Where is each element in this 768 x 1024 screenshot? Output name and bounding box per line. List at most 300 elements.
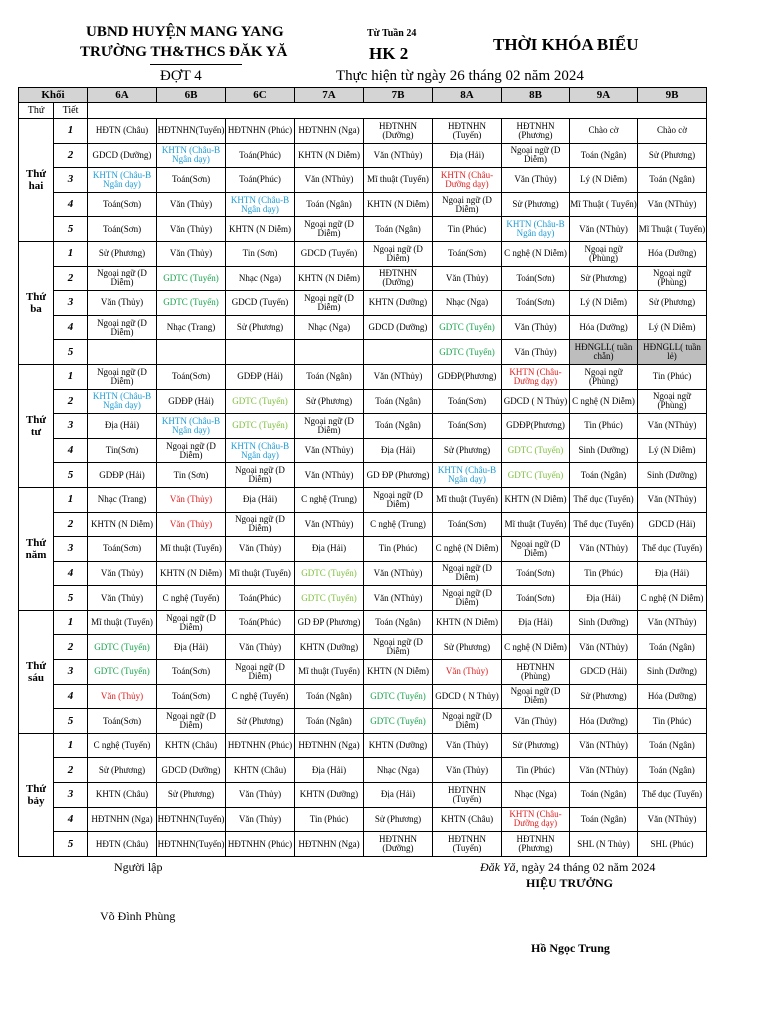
lesson-cell: KHTN (Châu-B Ngân dạy) xyxy=(157,143,226,168)
lesson-cell: Tin (Phúc) xyxy=(502,758,570,783)
lesson-cell: Toán (Ngân) xyxy=(295,709,364,734)
period-number: 3 xyxy=(54,291,88,316)
lesson-cell xyxy=(295,340,364,365)
lesson-cell: C nghệ (Tuyến) xyxy=(88,733,157,758)
table-row xyxy=(19,537,707,562)
lesson-cell: Nhạc (Nga) xyxy=(364,758,433,783)
lesson-cell: Văn (Thủy) xyxy=(157,192,226,217)
lesson-cell: Ngoại ngữ (D Diễm) xyxy=(295,291,364,316)
lesson-cell: C nghệ (Tuyến) xyxy=(157,586,226,611)
sub-header-row xyxy=(19,103,707,119)
lesson-cell: HĐTNHN (Phúc) xyxy=(226,832,295,857)
lesson-cell: Sinh (Dưỡng) xyxy=(638,463,707,488)
lesson-cell: Sử (Phương) xyxy=(157,783,226,808)
lesson-cell: Ngoại ngữ (D Diễm) xyxy=(502,537,570,562)
period-number: 2 xyxy=(54,143,88,168)
table-row xyxy=(19,315,707,340)
lesson-cell: Văn (NThủy) xyxy=(295,463,364,488)
table-row xyxy=(19,512,707,537)
lesson-cell: Toán (Ngân) xyxy=(570,783,638,808)
sub-header-blank xyxy=(88,103,707,119)
lesson-cell: Mĩ thuật (Tuyến) xyxy=(157,537,226,562)
lesson-cell: HĐTNHN(Tuyến) xyxy=(157,807,226,832)
table-row xyxy=(19,241,707,266)
lesson-cell: Địa (Hải) xyxy=(364,783,433,808)
lesson-cell: KHTN (Dưỡng) xyxy=(295,635,364,660)
lesson-cell: GDCD (Tuyến) xyxy=(295,241,364,266)
day-label: Thứ bảy xyxy=(19,733,54,856)
lesson-cell: Địa (Hải) xyxy=(570,586,638,611)
lesson-cell: C nghệ (N Diễm) xyxy=(570,389,638,414)
lesson-cell: Ngoại ngữ (D Diễm) xyxy=(295,217,364,242)
lesson-cell: Văn (Thủy) xyxy=(88,561,157,586)
lesson-cell: Ngoại ngữ (Phùng) xyxy=(570,241,638,266)
lesson-cell: Sử (Phương) xyxy=(502,192,570,217)
lesson-cell: GDTC (Tuyến) xyxy=(364,684,433,709)
lesson-cell: Toán(Sơn) xyxy=(157,168,226,193)
lesson-cell: GDCD (Dưỡng) xyxy=(88,143,157,168)
lesson-cell: Văn (NThủy) xyxy=(295,438,364,463)
lesson-cell: Toán(Phúc) xyxy=(226,168,295,193)
lesson-cell: HĐTNHN (Nga) xyxy=(295,119,364,144)
lesson-cell: C nghệ (N Diễm) xyxy=(433,537,502,562)
period-number: 1 xyxy=(54,364,88,389)
lesson-cell: Văn (NThủy) xyxy=(570,733,638,758)
lesson-cell: Sử (Phương) xyxy=(638,291,707,316)
lesson-cell: Ngoại ngữ (D Diễm) xyxy=(502,684,570,709)
lesson-cell: GDTC (Tuyến) xyxy=(226,389,295,414)
lesson-cell: Nhạc (Trang) xyxy=(157,315,226,340)
lesson-cell: Văn (NThủy) xyxy=(364,364,433,389)
org-line-1: UBND HUYỆN MANG YANG xyxy=(86,24,284,40)
lesson-cell: KHTN (Châu-B Ngân dạy) xyxy=(226,192,295,217)
period-number: 1 xyxy=(54,733,88,758)
lesson-cell: Toán(Sơn) xyxy=(502,586,570,611)
lesson-cell: HĐTNHN (Phùng) xyxy=(502,660,570,685)
lesson-cell: Văn (Thủy) xyxy=(157,217,226,242)
table-row xyxy=(19,119,707,144)
lesson-cell: Lý (N Diễm) xyxy=(570,168,638,193)
lesson-cell: Toán(Sơn) xyxy=(88,192,157,217)
period-number: 4 xyxy=(54,561,88,586)
lesson-cell: Toán(Sơn) xyxy=(433,414,502,439)
lesson-cell: Ngoại ngữ (D Diễm) xyxy=(226,463,295,488)
lesson-cell: Toán(Sơn) xyxy=(157,364,226,389)
period-number: 3 xyxy=(54,537,88,562)
org-line-2: TRƯỜNG TH&THCS ĐĂK YĂ xyxy=(80,44,288,60)
table-row xyxy=(19,586,707,611)
lesson-cell: GDTC (Tuyến) xyxy=(502,463,570,488)
class-header-8b: 8B xyxy=(502,88,570,103)
lesson-cell: Sử (Phương) xyxy=(433,438,502,463)
lesson-cell: Lý (N Diễm) xyxy=(638,438,707,463)
lesson-cell: Nhạc (Nga) xyxy=(226,266,295,291)
period-number: 3 xyxy=(54,660,88,685)
lesson-cell: Toán(Sơn) xyxy=(157,684,226,709)
lesson-cell: KHTN (Châu) xyxy=(226,758,295,783)
lesson-cell xyxy=(88,340,157,365)
lesson-cell: Địa (Hải) xyxy=(295,758,364,783)
lesson-cell: Văn (Thủy) xyxy=(88,684,157,709)
lesson-cell: GDCD (Tuyến) xyxy=(226,291,295,316)
lesson-cell: Toán(Sơn) xyxy=(433,512,502,537)
period-number: 5 xyxy=(54,463,88,488)
lesson-cell: Văn (NThủy) xyxy=(638,807,707,832)
table-row xyxy=(19,438,707,463)
table-row xyxy=(19,389,707,414)
period-number: 4 xyxy=(54,807,88,832)
period-number: 2 xyxy=(54,266,88,291)
lesson-cell: Sử (Phương) xyxy=(570,684,638,709)
lesson-cell: Tin(Sơn) xyxy=(88,438,157,463)
tiet-header: Tiết xyxy=(54,103,88,119)
lesson-cell: Địa (Hải) xyxy=(295,537,364,562)
lesson-cell: Tin (Phúc) xyxy=(295,807,364,832)
lesson-cell: Tin (Phúc) xyxy=(364,537,433,562)
lesson-cell: KHTN (Châu) xyxy=(88,783,157,808)
lesson-cell: KHTN (Châu-B Ngân dạy) xyxy=(88,389,157,414)
lesson-cell: GDĐP (Hải) xyxy=(226,364,295,389)
lesson-cell: Ngoại ngữ (D Diễm) xyxy=(364,487,433,512)
lesson-cell: C nghệ (Trung) xyxy=(295,487,364,512)
lesson-cell: GDĐP (Hải) xyxy=(157,389,226,414)
lesson-cell: Sinh (Dưỡng) xyxy=(570,610,638,635)
lesson-cell: GDTC (Tuyến) xyxy=(502,438,570,463)
lesson-cell: HĐTNHN (Nga) xyxy=(88,807,157,832)
lesson-cell xyxy=(226,340,295,365)
lesson-cell: Lý (N Diễm) xyxy=(638,315,707,340)
lesson-cell: Mĩ thuật (Tuyến) xyxy=(364,168,433,193)
table-row xyxy=(19,610,707,635)
lesson-cell: GDCD ( N Thủy) xyxy=(433,684,502,709)
khoi-header: Khối xyxy=(19,88,88,103)
lesson-cell: Mĩ thuật (Tuyến) xyxy=(226,561,295,586)
lesson-cell: Mĩ Thuật ( Tuyến) xyxy=(570,192,638,217)
lesson-cell: Văn (Thủy) xyxy=(157,512,226,537)
lesson-cell: Toán (Ngân) xyxy=(570,143,638,168)
lesson-cell: Sử (Phương) xyxy=(570,266,638,291)
lesson-cell: Văn (NThủy) xyxy=(570,635,638,660)
lesson-cell: Toán(Phúc) xyxy=(226,610,295,635)
table-row xyxy=(19,832,707,857)
lesson-cell: KHTN (Châu-B Ngân dạy) xyxy=(157,414,226,439)
lesson-cell: Ngoại ngữ (D Diễm) xyxy=(226,512,295,537)
lesson-cell: C nghệ (Trung) xyxy=(364,512,433,537)
lesson-cell: Chào cờ xyxy=(570,119,638,144)
lesson-cell: Sử (Phương) xyxy=(226,315,295,340)
lesson-cell: Văn (NThủy) xyxy=(570,758,638,783)
lesson-cell: Toán(Phúc) xyxy=(226,586,295,611)
lesson-cell: Chào cờ xyxy=(638,119,707,144)
lesson-cell: KHTN (N Diễm) xyxy=(364,192,433,217)
lesson-cell: Thể dục (Tuyến) xyxy=(570,512,638,537)
lesson-cell: Văn (Thủy) xyxy=(157,487,226,512)
lesson-cell: Văn (NThủy) xyxy=(364,143,433,168)
lesson-cell: Sử (Phương) xyxy=(433,635,502,660)
lesson-cell: Toán(Sơn) xyxy=(433,389,502,414)
lesson-cell: GDĐP(Phương) xyxy=(502,414,570,439)
lesson-cell: KHTN (N Diễm) xyxy=(502,487,570,512)
class-header-9b: 9B xyxy=(638,88,707,103)
table-row xyxy=(19,364,707,389)
lesson-cell: HĐNGLL( tuần lẻ) xyxy=(638,340,707,365)
day-label: Thứ sáu xyxy=(19,610,54,733)
period-number: 1 xyxy=(54,487,88,512)
lesson-cell: GDĐP (Hải) xyxy=(88,463,157,488)
lesson-cell: KHTN (Châu-B Ngân dạy) xyxy=(433,463,502,488)
table-row xyxy=(19,709,707,734)
lesson-cell: Ngoại ngữ (Phùng) xyxy=(570,364,638,389)
lesson-cell: KHTN (Châu-B Ngân dạy) xyxy=(226,438,295,463)
period-number: 5 xyxy=(54,832,88,857)
lesson-cell: Toán (Ngân) xyxy=(638,733,707,758)
lesson-cell: Văn (NThủy) xyxy=(638,487,707,512)
period-number: 2 xyxy=(54,389,88,414)
lesson-cell: Ngoại ngữ (Phùng) xyxy=(638,389,707,414)
lesson-cell: HĐTNHN (Dưỡng) xyxy=(364,266,433,291)
lesson-cell: Văn (Thủy) xyxy=(433,660,502,685)
lesson-cell: Mĩ thuật (Tuyến) xyxy=(502,512,570,537)
signing-place-date xyxy=(480,860,655,875)
table-row xyxy=(19,758,707,783)
lesson-cell: Hóa (Dưỡng) xyxy=(570,315,638,340)
period-number: 5 xyxy=(54,340,88,365)
lesson-cell: Ngoại ngữ (D Diễm) xyxy=(364,241,433,266)
lesson-cell: Nhạc (Nga) xyxy=(433,291,502,316)
lesson-cell: Văn (NThủy) xyxy=(295,512,364,537)
lesson-cell: Thể dục (Tuyến) xyxy=(638,537,707,562)
lesson-cell: KHTN (Châu-B Ngân dạy) xyxy=(502,217,570,242)
day-label: Thứ năm xyxy=(19,487,54,610)
lesson-cell: SHL (Phúc) xyxy=(638,832,707,857)
lesson-cell: Ngoại ngữ (D Diễm) xyxy=(502,143,570,168)
lesson-cell: Ngoại ngữ (D Diễm) xyxy=(226,660,295,685)
lesson-cell: KHTN (Dưỡng) xyxy=(295,783,364,808)
lesson-cell: Văn (Thủy) xyxy=(226,537,295,562)
lesson-cell: Toán(Sơn) xyxy=(433,241,502,266)
lesson-cell: Tin (Sơn) xyxy=(157,463,226,488)
table-row xyxy=(19,635,707,660)
lesson-cell: Địa (Hải) xyxy=(433,143,502,168)
lesson-cell: KHTN (Dưỡng) xyxy=(364,291,433,316)
table-row xyxy=(19,168,707,193)
lesson-cell: GDĐP(Phương) xyxy=(433,364,502,389)
lesson-cell: Sử (Phương) xyxy=(638,143,707,168)
lesson-cell: Văn (NThủy) xyxy=(364,561,433,586)
lesson-cell: KHTN (N Diễm) xyxy=(364,660,433,685)
lesson-cell: Văn (Thủy) xyxy=(88,291,157,316)
lesson-cell: Toán (Ngân) xyxy=(364,610,433,635)
lesson-cell: Ngoại ngữ (D Diễm) xyxy=(88,315,157,340)
period-number: 5 xyxy=(54,709,88,734)
lesson-cell: HĐTNHN(Tuyến) xyxy=(157,119,226,144)
lesson-cell: HĐNGLL( tuần chẵn) xyxy=(570,340,638,365)
lesson-cell: Toán (Ngân) xyxy=(364,389,433,414)
lesson-cell: Hóa (Dưỡng) xyxy=(638,684,707,709)
lesson-cell: GDTC (Tuyến) xyxy=(88,635,157,660)
lesson-cell: Ngoại ngữ (D Diễm) xyxy=(157,438,226,463)
lesson-cell: Toán (Ngân) xyxy=(364,217,433,242)
lesson-cell: Địa (Hải) xyxy=(364,438,433,463)
lesson-cell: Văn (Thủy) xyxy=(157,241,226,266)
lesson-cell: Ngoại ngữ (D Diễm) xyxy=(157,709,226,734)
table-row xyxy=(19,340,707,365)
lesson-cell: GDTC (Tuyến) xyxy=(88,660,157,685)
lesson-cell: Ngoại ngữ (D Diễm) xyxy=(88,364,157,389)
lesson-cell: Toán (Ngân) xyxy=(364,414,433,439)
table-row xyxy=(19,143,707,168)
lesson-cell: Địa (Hải) xyxy=(638,561,707,586)
lesson-cell: GD ĐP (Phương) xyxy=(295,610,364,635)
lesson-cell: Sử (Phương) xyxy=(364,807,433,832)
lesson-cell: Nhạc (Nga) xyxy=(295,315,364,340)
period-number: 4 xyxy=(54,192,88,217)
lesson-cell: Văn (NThủy) xyxy=(364,586,433,611)
lesson-cell: GDTC (Tuyến) xyxy=(157,266,226,291)
lesson-cell: KHTN (N Diễm) xyxy=(295,266,364,291)
batch-label: ĐỢT 4 xyxy=(160,68,202,84)
lesson-cell: Mĩ thuật (Tuyến) xyxy=(88,610,157,635)
lesson-cell: Văn (NThủy) xyxy=(295,168,364,193)
lesson-cell: C nghệ (Tuyến) xyxy=(226,684,295,709)
lesson-cell: GDTC (Tuyến) xyxy=(364,709,433,734)
lesson-cell: Thể dục (Tuyến) xyxy=(570,487,638,512)
lesson-cell: GDTC (Tuyến) xyxy=(157,291,226,316)
lesson-cell: Toán (Ngân) xyxy=(570,463,638,488)
table-row xyxy=(19,414,707,439)
period-number: 1 xyxy=(54,610,88,635)
lesson-cell: Toán (Ngân) xyxy=(570,807,638,832)
lesson-cell: Toán (Ngân) xyxy=(638,635,707,660)
signing-date: , ngày 24 tháng 02 năm 2024 xyxy=(515,860,656,874)
lesson-cell: Địa (Hải) xyxy=(502,610,570,635)
lesson-cell: Ngoại ngữ (D Diễm) xyxy=(433,561,502,586)
class-header-6b: 6B xyxy=(157,88,226,103)
class-header-7b: 7B xyxy=(364,88,433,103)
table-row xyxy=(19,561,707,586)
lesson-cell: Tin (Phúc) xyxy=(570,414,638,439)
lesson-cell: Sử (Phương) xyxy=(226,709,295,734)
lesson-cell: HĐTNHN (Phúc) xyxy=(226,733,295,758)
table-row xyxy=(19,783,707,808)
lesson-cell: Mĩ thuật (Tuyến) xyxy=(433,487,502,512)
class-header-7a: 7A xyxy=(295,88,364,103)
lesson-cell: Ngoại ngữ (D Diễm) xyxy=(364,635,433,660)
lesson-cell: Thể dục (Tuyến) xyxy=(638,783,707,808)
timetable-body xyxy=(19,119,707,857)
lesson-cell: HĐTNHN (Phương) xyxy=(502,832,570,857)
lesson-cell: Tin (Phúc) xyxy=(638,709,707,734)
lesson-cell: Tin (Sơn) xyxy=(226,241,295,266)
lesson-cell: Toán(Phúc) xyxy=(226,143,295,168)
lesson-cell: Văn (NThủy) xyxy=(570,537,638,562)
table-row xyxy=(19,733,707,758)
principal-title: HIỆU TRƯỞNG xyxy=(526,876,614,890)
period-number: 3 xyxy=(54,414,88,439)
lesson-cell: Văn (Thủy) xyxy=(433,266,502,291)
lesson-cell: Văn (Thủy) xyxy=(502,709,570,734)
lesson-cell: GDCD ( N Thủy) xyxy=(502,389,570,414)
creator-label: Người lập xyxy=(114,860,163,874)
lesson-cell: Ngoại ngữ (D Diễm) xyxy=(433,586,502,611)
lesson-cell: KHTN (N Diễm) xyxy=(226,217,295,242)
semester-label: HK 2 xyxy=(369,44,409,63)
lesson-cell: Ngoại ngữ (D Diễm) xyxy=(88,266,157,291)
table-row xyxy=(19,291,707,316)
period-number: 5 xyxy=(54,217,88,242)
period-number: 4 xyxy=(54,684,88,709)
lesson-cell: Mĩ thuật (Tuyến) xyxy=(295,660,364,685)
lesson-cell: SHL (N Thủy) xyxy=(570,832,638,857)
lesson-cell: Tin (Phúc) xyxy=(638,364,707,389)
lesson-cell: Văn (NThủy) xyxy=(638,192,707,217)
period-number: 4 xyxy=(54,438,88,463)
table-row xyxy=(19,192,707,217)
lesson-cell: HĐTNHN (Nga) xyxy=(295,832,364,857)
period-number: 2 xyxy=(54,635,88,660)
lesson-cell: Văn (Thủy) xyxy=(226,783,295,808)
lesson-cell: Lý (N Diễm) xyxy=(570,291,638,316)
lesson-cell: GD ĐP (Phương) xyxy=(364,463,433,488)
table-row xyxy=(19,684,707,709)
principal-name: Hồ Ngọc Trung xyxy=(531,941,610,955)
table-row xyxy=(19,487,707,512)
lesson-cell: C nghệ (N Diễm) xyxy=(502,635,570,660)
lesson-cell: Toán(Sơn) xyxy=(88,217,157,242)
lesson-cell: GDCD (Hải) xyxy=(570,660,638,685)
lesson-cell: HĐTNHN (Nga) xyxy=(295,733,364,758)
lesson-cell: C nghệ (N Diễm) xyxy=(638,586,707,611)
lesson-cell: Hóa (Dưỡng) xyxy=(570,709,638,734)
lesson-cell: Văn (Thủy) xyxy=(502,340,570,365)
lesson-cell: Ngoại ngữ (D Diễm) xyxy=(157,610,226,635)
lesson-cell: KHTN (Châu-B Ngân dạy) xyxy=(88,168,157,193)
lesson-cell: HĐTNHN (Tuyến) xyxy=(433,783,502,808)
lesson-cell: HĐTNHN (Dưỡng) xyxy=(364,832,433,857)
lesson-cell: KHTN (Châu-Dưỡng dạy) xyxy=(502,807,570,832)
table-row xyxy=(19,266,707,291)
org-underline xyxy=(150,64,242,65)
day-label: Thứ ba xyxy=(19,241,54,364)
lesson-cell: HĐTNHN(Tuyến) xyxy=(157,832,226,857)
lesson-cell: KHTN (Châu) xyxy=(157,733,226,758)
lesson-cell: Văn (Thủy) xyxy=(226,807,295,832)
lesson-cell: Nhạc (Nga) xyxy=(502,783,570,808)
period-number: 4 xyxy=(54,315,88,340)
lesson-cell: KHTN (N Diễm) xyxy=(295,143,364,168)
period-number: 1 xyxy=(54,241,88,266)
lesson-cell: Toán(Sơn) xyxy=(502,291,570,316)
lesson-cell: Toán (Ngân) xyxy=(638,758,707,783)
lesson-cell: Ngoại ngữ (D Diễm) xyxy=(295,414,364,439)
period-number: 1 xyxy=(54,119,88,144)
lesson-cell: GDCD (Dưỡng) xyxy=(364,315,433,340)
place-name: Đăk Yă xyxy=(480,860,516,874)
lesson-cell: Sử (Phương) xyxy=(88,758,157,783)
day-label: Thứ tư xyxy=(19,364,54,487)
lesson-cell: Văn (Thủy) xyxy=(502,168,570,193)
class-header-row xyxy=(19,88,707,103)
lesson-cell: GDCD (Hải) xyxy=(638,512,707,537)
timetable xyxy=(18,87,707,857)
lesson-cell: GDTC (Tuyến) xyxy=(295,586,364,611)
lesson-cell: GDTC (Tuyến) xyxy=(433,315,502,340)
lesson-cell: C nghệ (N Diễm) xyxy=(502,241,570,266)
lesson-cell: KHTN (N Diễm) xyxy=(88,512,157,537)
thu-header: Thứ xyxy=(19,103,54,119)
lesson-cell: Toán(Sơn) xyxy=(502,266,570,291)
day-label: Thứ hai xyxy=(19,119,54,242)
